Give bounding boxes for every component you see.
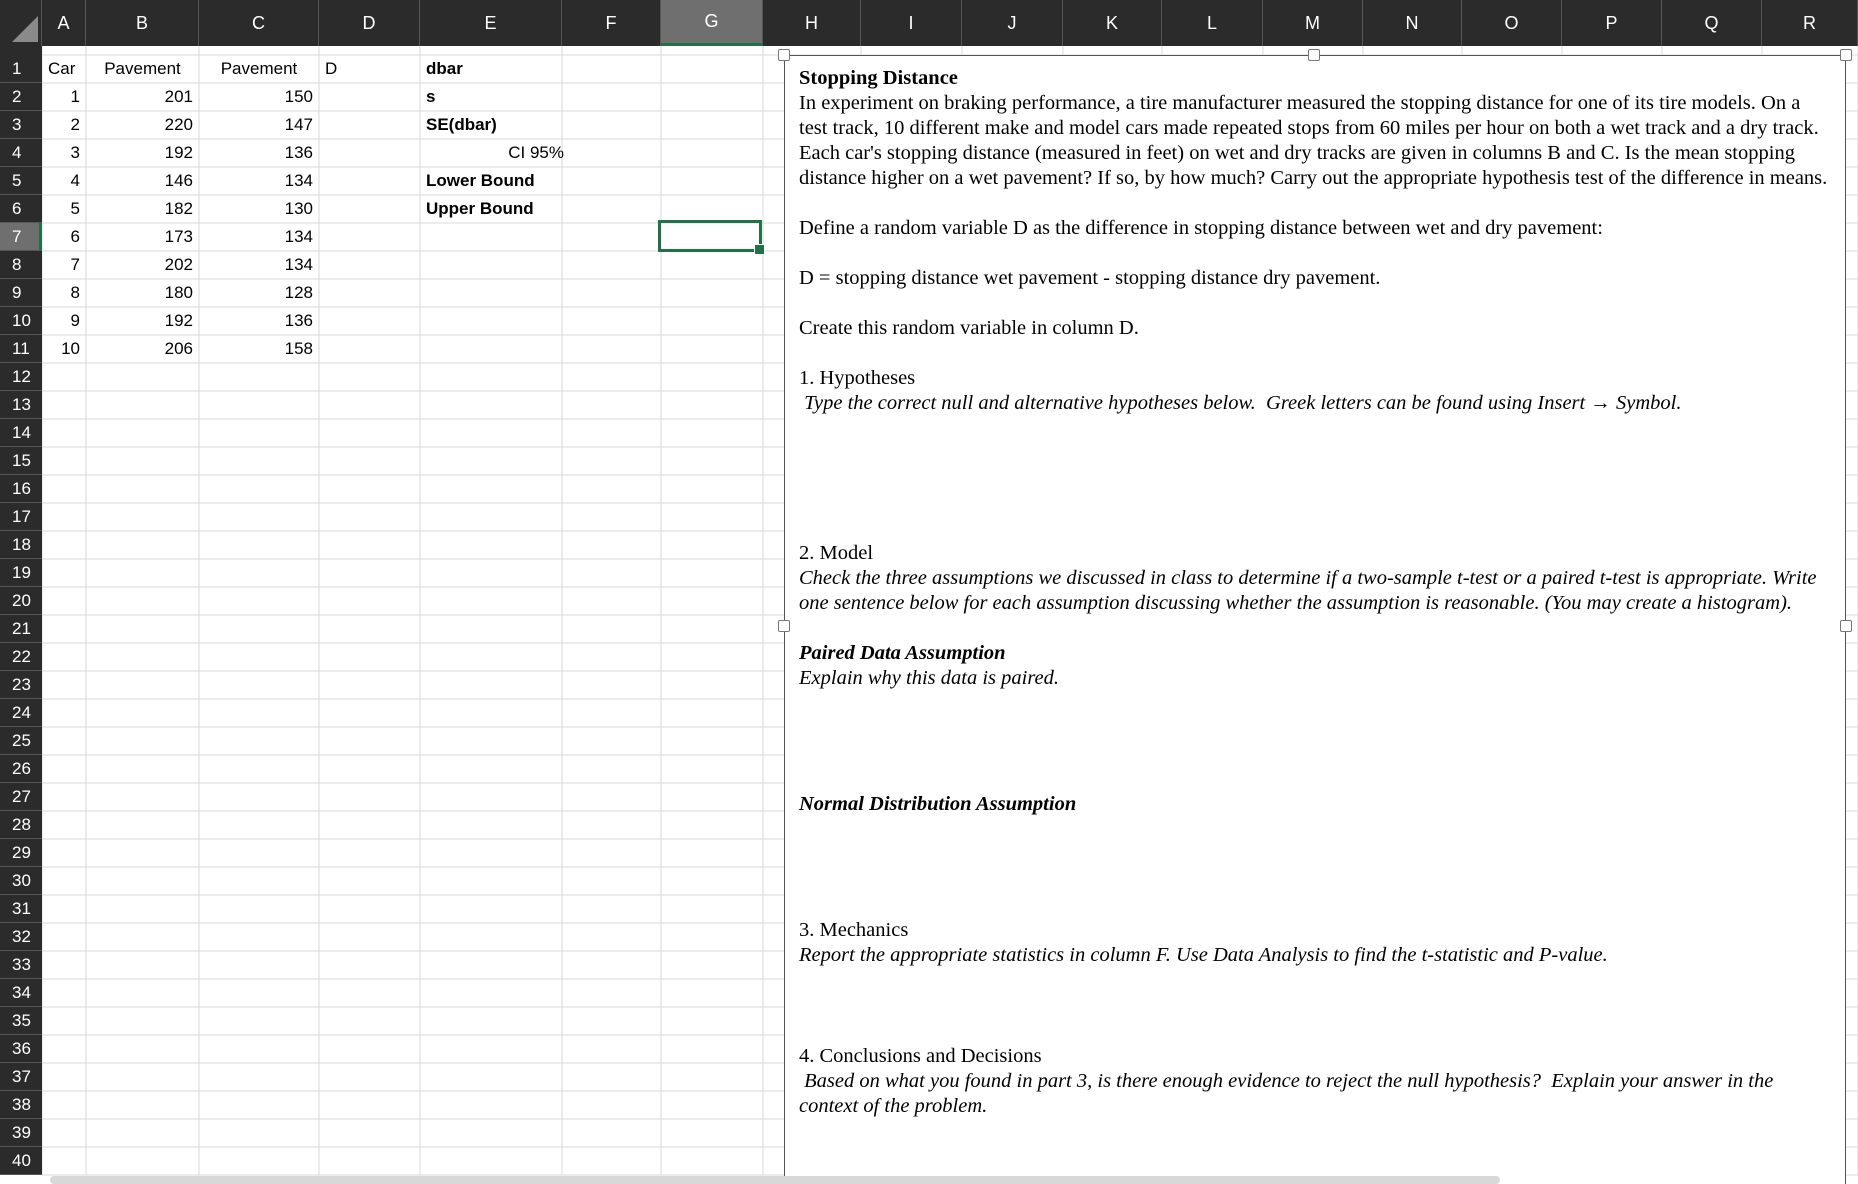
row-header-36[interactable]: 36 (0, 1035, 42, 1063)
row-header-2[interactable]: 2 (0, 83, 42, 111)
cell-e1[interactable]: dbar (426, 59, 463, 78)
row-header-35[interactable]: 35 (0, 1007, 42, 1035)
cell-a8[interactable]: 7 (70, 255, 80, 274)
column-header-q[interactable]: Q (1662, 0, 1762, 46)
column-header-d[interactable]: D (319, 0, 420, 46)
resize-handle-top-left[interactable] (778, 49, 790, 61)
row-header-1[interactable]: 1 (0, 55, 42, 83)
row-header-22[interactable]: 22 (0, 643, 42, 671)
row-header-15[interactable]: 15 (0, 447, 42, 475)
column-header-c[interactable]: C (199, 0, 319, 46)
row-header-5[interactable]: 5 (0, 167, 42, 195)
textbox-title: Stopping Distance (799, 67, 958, 89)
row-header-28[interactable]: 28 (0, 811, 42, 839)
row-header-23[interactable]: 23 (0, 671, 42, 699)
cell-e5[interactable]: Lower Bound (426, 171, 535, 190)
row-header-13[interactable]: 13 (0, 391, 42, 419)
row-header-25[interactable]: 25 (0, 727, 42, 755)
column-header-e[interactable]: E (420, 0, 562, 46)
row-header-27[interactable]: 27 (0, 783, 42, 811)
cell-c5[interactable]: 134 (284, 171, 313, 190)
conclusions-text: Based on what you found in part 3, is there enough evidence to reject the null hypothesis? Explain your answer in the context of the problem. (799, 1070, 1779, 1117)
column-header-m[interactable]: M (1263, 0, 1363, 46)
cell-b2[interactable]: 201 (164, 87, 193, 106)
horizontal-scrollbar[interactable] (50, 1176, 1500, 1184)
row-header-16[interactable]: 16 (0, 475, 42, 503)
cell-c9[interactable]: 128 (284, 283, 313, 302)
cell-a10[interactable]: 9 (70, 311, 80, 330)
textbox-formula: D = stopping distance wet pavement - stopping distance dry pavement. (799, 267, 1381, 289)
row-header-33[interactable]: 33 (0, 951, 42, 979)
hypotheses-heading: 1. Hypotheses (799, 367, 916, 389)
column-header-f[interactable]: F (562, 0, 661, 46)
header-band (0, 46, 42, 55)
cell-b5[interactable]: 146 (164, 171, 193, 190)
cell-b4[interactable]: 192 (164, 143, 193, 162)
selected-cell-g7[interactable] (658, 220, 762, 252)
paired-heading: Paired Data Assumption (799, 642, 1006, 664)
row-header-38[interactable]: 38 (0, 1091, 42, 1119)
row-header-14[interactable]: 14 (0, 419, 42, 447)
cell-a6[interactable]: 5 (70, 199, 80, 218)
cell-c3[interactable]: 147 (284, 115, 313, 134)
row-header-31[interactable]: 31 (0, 895, 42, 923)
cell-c10[interactable]: 136 (284, 311, 313, 330)
cell-a2[interactable]: 1 (70, 87, 80, 106)
model-heading: 2. Model (799, 542, 874, 564)
cell-e2[interactable]: s (426, 87, 436, 106)
cell-a11[interactable]: 10 (61, 339, 80, 358)
cell-c2[interactable]: 150 (284, 87, 313, 106)
row-header-12[interactable]: 12 (0, 363, 42, 391)
row-header-30[interactable]: 30 (0, 867, 42, 895)
cell-b3[interactable]: 220 (164, 115, 193, 134)
row-header-7[interactable]: 7 (0, 223, 42, 251)
instructions-text-box[interactable] (784, 55, 1846, 1184)
row-header-10[interactable]: 10 (0, 307, 42, 335)
textbox-create: Create this random variable in column D. (799, 317, 1139, 339)
column-header-g[interactable]: G (661, 0, 763, 46)
cell-b6[interactable]: 182 (164, 199, 193, 218)
cell-a3[interactable]: 2 (70, 115, 80, 134)
row-header-18[interactable]: 18 (0, 531, 42, 559)
resize-handle-top-middle[interactable] (1308, 49, 1320, 61)
cell-a7[interactable]: 6 (70, 227, 80, 246)
cell-e4[interactable]: CI 95% (508, 143, 564, 162)
column-header-o[interactable]: O (1462, 0, 1562, 46)
row-header-24[interactable]: 24 (0, 699, 42, 727)
model-text: Check the three assumptions we discussed in class to determine if a two-sample t-test or a paired t-test is appropriate. Write one sentence below for each assumption discussing whether the assumption is reasonable. (You may create a histogram). (799, 567, 1817, 614)
paired-text: Explain why this data is paired. (799, 667, 1060, 689)
row-header-9[interactable]: 9 (0, 279, 42, 307)
row-header-19[interactable]: 19 (0, 559, 42, 587)
normal-heading: Normal Distribution Assumption (799, 793, 1077, 815)
row-header-32[interactable]: 32 (0, 923, 42, 951)
cell-c8[interactable]: 134 (284, 255, 313, 274)
mechanics-text: Report the appropriate statistics in column F. Use Data Analysis to find the t-statistic and P-value. (799, 944, 1608, 966)
row-header-29[interactable]: 29 (0, 839, 42, 867)
column-header-b[interactable]: B (86, 0, 199, 46)
column-header-r[interactable]: R (1762, 0, 1858, 46)
column-header-i[interactable]: I (861, 0, 962, 46)
column-header-p[interactable]: P (1562, 0, 1662, 46)
cell-c11[interactable]: 158 (284, 339, 313, 358)
hypotheses-text: Type the correct null and alternative hypotheses below. Greek letters can be found using Insert → Symbol. (799, 392, 1682, 414)
row-header-8[interactable]: 8 (0, 251, 42, 279)
cell-b7[interactable]: 173 (164, 227, 193, 246)
row-header-37[interactable]: 37 (0, 1063, 42, 1091)
cell-c6[interactable]: 130 (284, 199, 313, 218)
row-header-26[interactable]: 26 (0, 755, 42, 783)
column-header-a[interactable]: A (42, 0, 86, 46)
row-header-17[interactable]: 17 (0, 503, 42, 531)
cell-a1[interactable]: Car (48, 59, 76, 78)
row-header-34[interactable]: 34 (0, 979, 42, 1007)
row-header-39[interactable]: 39 (0, 1119, 42, 1147)
resize-handle-middle-left[interactable] (778, 620, 790, 632)
resize-handle-top-right[interactable] (1840, 49, 1852, 61)
cell-b10[interactable]: 192 (164, 311, 193, 330)
cell-e3[interactable]: SE(dbar) (426, 115, 497, 134)
textbox-intro: In experiment on braking performance, a tire manufacturer measured the stopping distance for one of its tire models. On a test track, 10 different make and model cars made repeated stops from 60 miles per hour on both a wet track and a dry track. Each car's stopping distance (measured in feet) on wet and dry tracks are given in columns B and C. Is the mean stopping distance higher on a wet pavement? If so, by how much? Carry out the appropriate hypothesis test of the difference in means. (799, 92, 1828, 189)
cell-b9[interactable]: 180 (164, 283, 193, 302)
cell-b1[interactable]: Pavement (104, 59, 181, 78)
row-header-40[interactable]: 40 (0, 1147, 42, 1175)
column-header-h[interactable]: H (763, 0, 861, 46)
row-header-6[interactable]: 6 (0, 195, 42, 223)
cell-e6[interactable]: Upper Bound (426, 199, 534, 218)
cell-a5[interactable]: 4 (70, 171, 80, 190)
resize-handle-middle-right[interactable] (1840, 620, 1852, 632)
cell-a9[interactable]: 8 (70, 283, 80, 302)
conclusions-heading: 4. Conclusions and Decisions (799, 1045, 1042, 1067)
column-header-j[interactable]: J (962, 0, 1063, 46)
row-header-21[interactable]: 21 (0, 615, 42, 643)
cell-d1[interactable]: D (325, 59, 338, 78)
cell-b8[interactable]: 202 (164, 255, 193, 274)
column-header-n[interactable]: N (1363, 0, 1462, 46)
row-header-20[interactable]: 20 (0, 587, 42, 615)
row-header-3[interactable]: 3 (0, 111, 42, 139)
cell-c1[interactable]: Pavement (220, 59, 298, 78)
cell-c7[interactable]: 134 (284, 227, 313, 246)
column-header-l[interactable]: L (1162, 0, 1263, 46)
fill-handle[interactable] (754, 244, 765, 255)
textbox-define: Define a random variable D as the difference in stopping distance between wet and dry pavement: (799, 217, 1603, 239)
cell-a4[interactable]: 3 (70, 143, 80, 162)
cell-b11[interactable]: 206 (164, 339, 193, 358)
row-header-11[interactable]: 11 (0, 335, 42, 363)
cell-c4[interactable]: 136 (284, 143, 313, 162)
column-header-k[interactable]: K (1063, 0, 1162, 46)
mechanics-heading: 3. Mechanics (799, 919, 909, 941)
row-header-4[interactable]: 4 (0, 139, 42, 167)
